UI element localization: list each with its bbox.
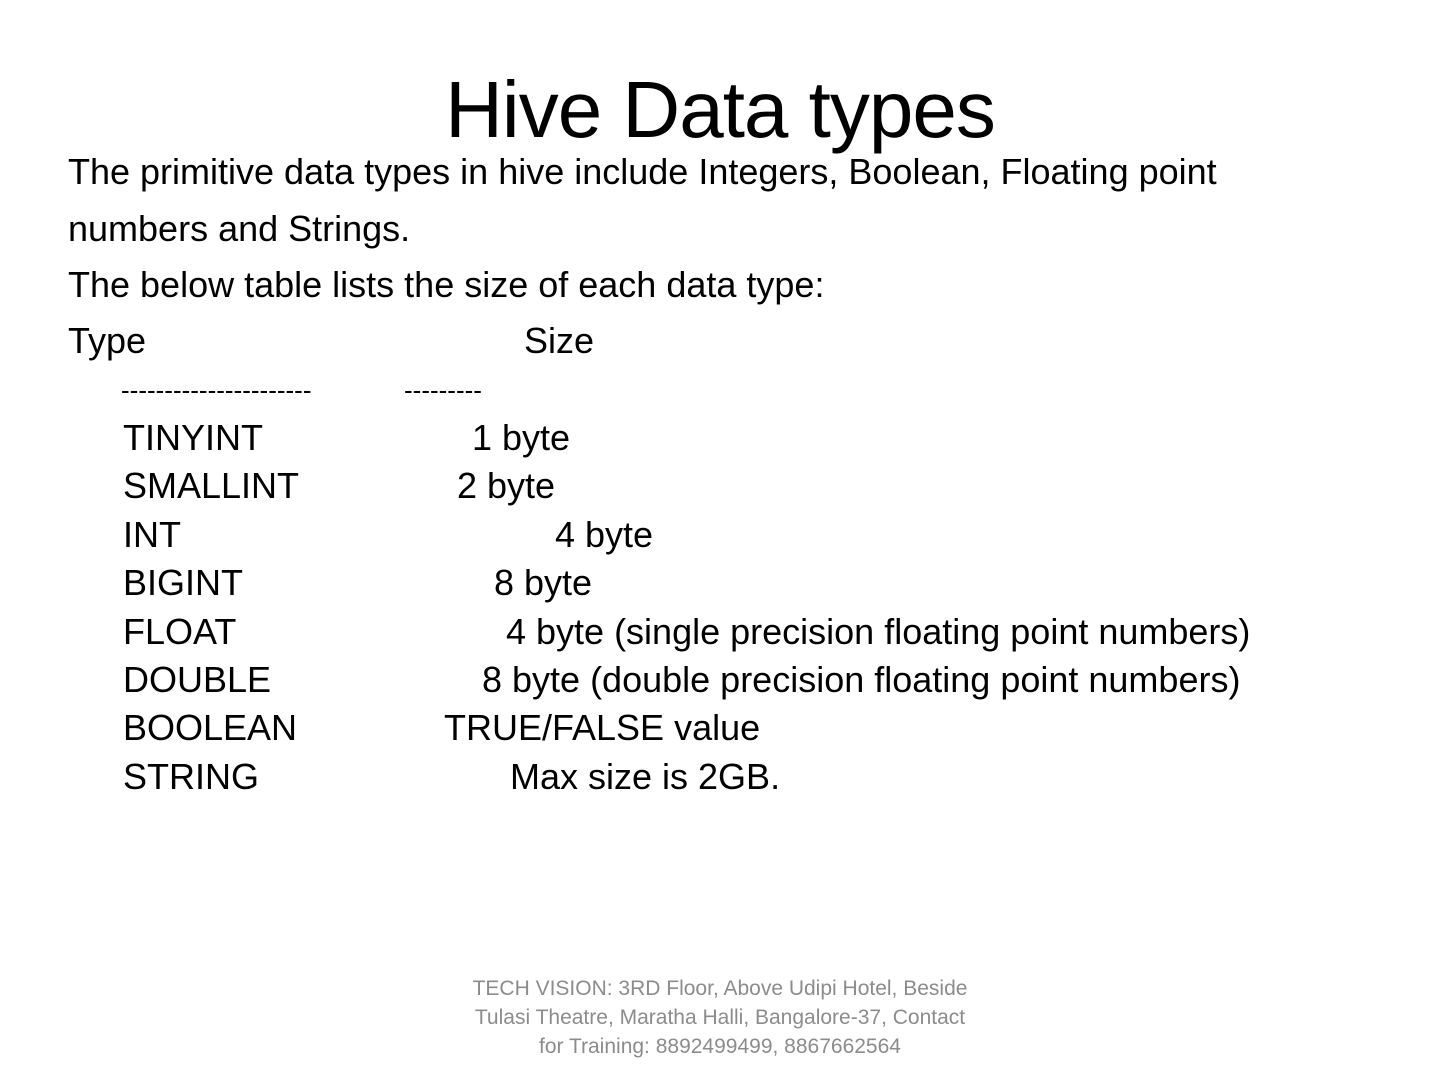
row-size-tinyint: 1 byte xyxy=(472,417,571,458)
row-size-string: Max size is 2GB. xyxy=(510,756,781,797)
row-size-bigint: 8 byte xyxy=(494,562,593,603)
row-size-double: 8 byte (double precision floating point numbers) xyxy=(482,659,1241,700)
table-divider-size: --------- xyxy=(404,375,482,405)
row-type-double: DOUBLE xyxy=(123,659,272,700)
table-divider-type: ---------------------- xyxy=(121,375,312,405)
row-size-float: 4 byte (single precision floating point numbers) xyxy=(506,611,1251,652)
row-type-smallint: SMALLINT xyxy=(123,465,300,506)
row-size-int: 4 byte xyxy=(555,514,654,555)
row-type-float: FLOAT xyxy=(123,611,237,652)
slide-title: Hive Data types xyxy=(445,65,995,154)
table-header-size: Size xyxy=(524,320,595,361)
row-type-int: INT xyxy=(123,514,181,555)
row-type-boolean: BOOLEAN xyxy=(123,707,298,748)
intro-line-1: The primitive data types in hive include Integers, Boolean, Floating point xyxy=(68,151,1217,192)
row-size-smallint: 2 byte xyxy=(457,465,556,506)
intro-line-2: numbers and Strings. xyxy=(68,208,411,249)
table-header-type: Type xyxy=(68,320,147,361)
row-size-boolean: TRUE/FALSE value xyxy=(444,707,761,748)
row-type-bigint: BIGINT xyxy=(123,562,244,603)
intro-line-3: The below table lists the size of each data type: xyxy=(68,264,825,305)
row-type-tinyint: TINYINT xyxy=(123,417,263,458)
footer-contact: TECH VISION: 3RD Floor, Above Udipi Hotel, Beside Tulasi Theatre, Maratha Halli, Bangalore-37, Contact for Training: 8892499499, 8867662564 xyxy=(472,977,968,1058)
row-type-string: STRING xyxy=(123,756,260,797)
